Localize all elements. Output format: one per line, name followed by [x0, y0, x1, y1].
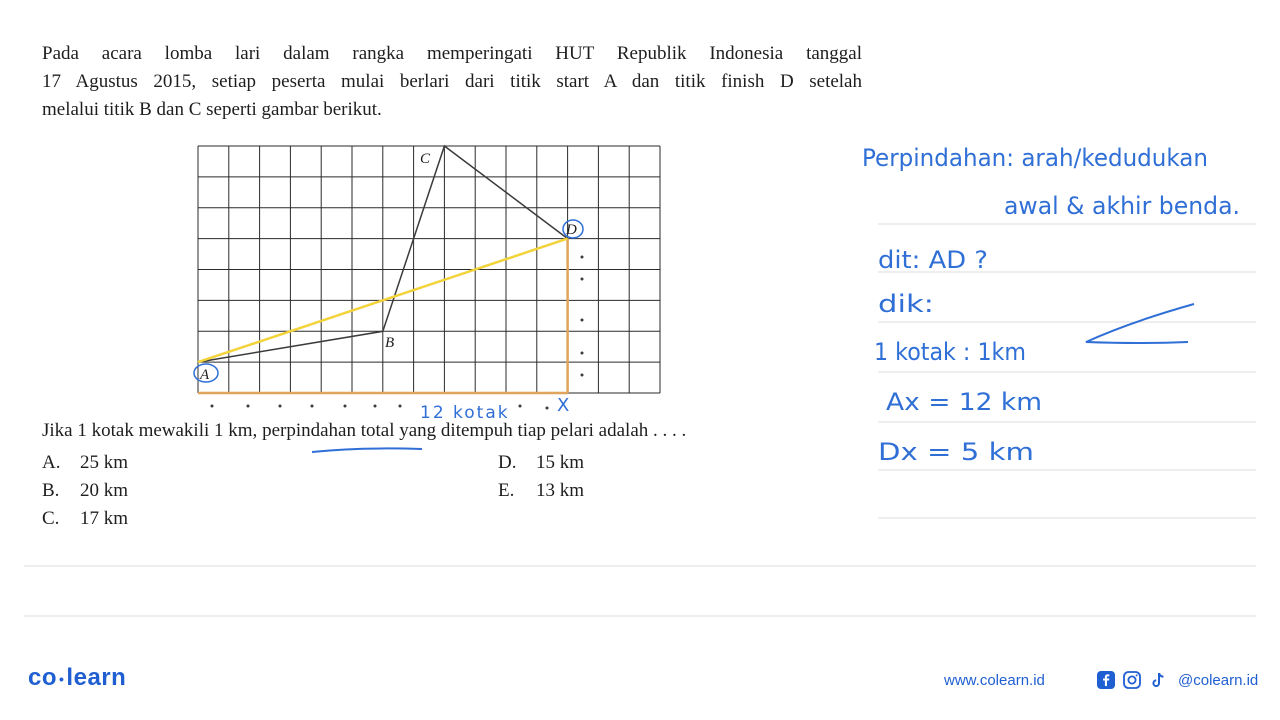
social-links [1096, 670, 1258, 690]
point-c-label: C [420, 151, 431, 167]
option-e-value: 13 km [536, 480, 585, 501]
facebook-icon[interactable] [1096, 670, 1116, 690]
point-d-label: D [566, 222, 577, 238]
note-dik: dik: [878, 290, 934, 318]
question-underlined: perpindahan [262, 420, 356, 441]
option-e-letter: E. [498, 480, 515, 501]
logo-dot: • [59, 670, 65, 687]
logo-left: co [28, 664, 58, 691]
colearn-logo[interactable] [28, 664, 126, 692]
problem-line-3: melalui titik B dan C seperti gambar berikut. [42, 99, 382, 120]
option-a-value: 25 km [80, 452, 129, 473]
question-before: Jika 1 kotak mewakili 1 km, [42, 420, 263, 441]
note-kotak: 1 kotak : 1km [874, 338, 1026, 366]
annotation-x: X [557, 395, 570, 416]
note-scribble [1086, 304, 1194, 343]
footer-handle[interactable]: @colearn.id [1178, 671, 1259, 689]
note-perpindahan: Perpindahan: arah/kedudukan [862, 144, 1208, 172]
note-dit: dit: AD ? [878, 246, 988, 274]
logo-right: learn [66, 664, 127, 691]
option-b-value: 20 km [80, 480, 129, 501]
point-b-label: B [385, 335, 395, 351]
footer-url[interactable]: www.colearn.id [944, 672, 1045, 689]
note-awal-akhir: awal & akhir benda. [1004, 192, 1240, 220]
option-c-letter: C. [42, 508, 60, 529]
instagram-icon[interactable] [1122, 670, 1142, 690]
option-d-letter: D. [498, 452, 517, 473]
annotation-12-kotak: 12 kotak [420, 403, 510, 423]
problem-line-1: Pada acara lomba lari dalam rangka memperingati HUT Republik Indonesia tanggal [42, 43, 862, 64]
note-ax: Ax = 12 km [886, 388, 1042, 416]
problem-line-2: 17 Agustus 2015, setiap peserta mulai berlari dari titik start A dan titik finish D setelah [42, 71, 862, 92]
point-a-label: A [200, 367, 210, 383]
note-dx: Dx = 5 km [878, 438, 1034, 466]
option-d-value: 15 km [536, 452, 585, 473]
option-c-value: 17 km [80, 508, 129, 529]
question-after: total yang ditempuh tiap pelari adalah . . . . [355, 420, 687, 441]
option-a-letter: A. [42, 452, 61, 473]
option-b-letter: B. [42, 480, 60, 501]
tiktok-icon[interactable] [1148, 670, 1168, 690]
